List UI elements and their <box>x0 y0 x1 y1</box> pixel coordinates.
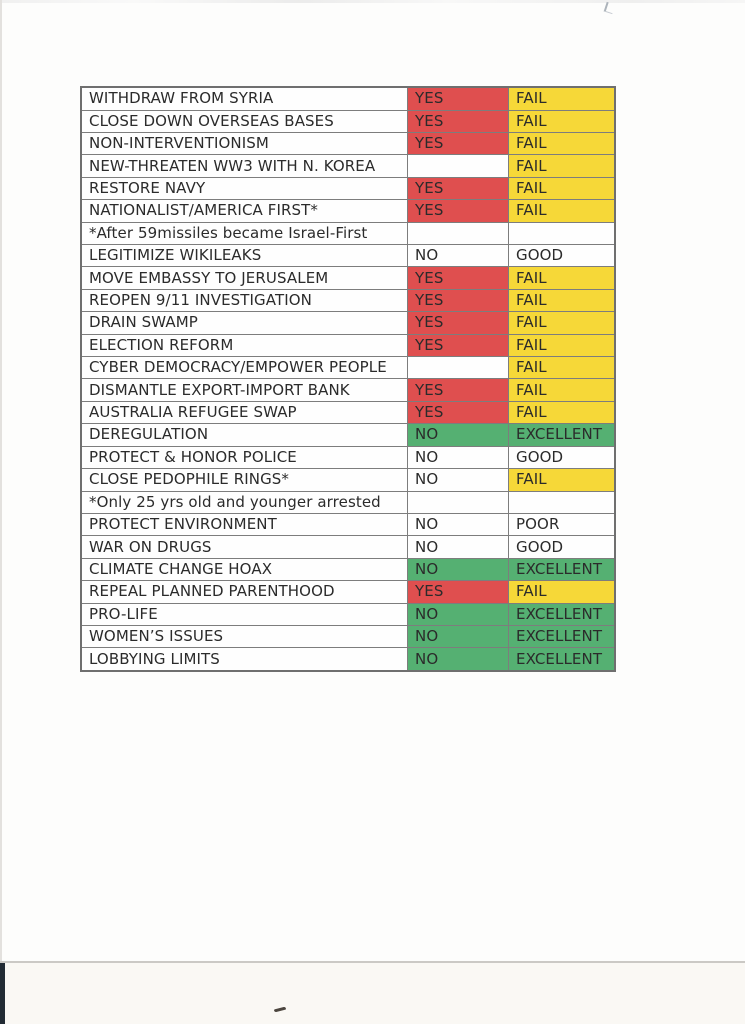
scanner-bed-strip <box>0 963 745 1024</box>
rating-cell <box>509 491 616 513</box>
answer-cell: YES <box>408 200 509 222</box>
answer-cell: YES <box>408 401 509 423</box>
table-row <box>81 648 615 671</box>
table-row <box>81 357 615 379</box>
rating-cell: FAIL <box>509 379 616 401</box>
answer-cell: YES <box>408 334 509 356</box>
rating-cell: FAIL <box>509 133 616 155</box>
answer-cell: YES <box>408 177 509 199</box>
table-row <box>81 334 615 356</box>
rating-cell: POOR <box>509 513 616 535</box>
table-row <box>81 222 615 244</box>
rating-cell: EXCELLENT <box>509 625 616 647</box>
table-row <box>81 603 615 625</box>
issue-cell: REPEAL PLANNED PARENTHOOD <box>81 581 408 603</box>
issue-cell: PRO-LIFE <box>81 603 408 625</box>
answer-cell: YES <box>408 379 509 401</box>
table-row <box>81 110 615 132</box>
table-row <box>81 200 615 222</box>
table-row <box>81 289 615 311</box>
answer-cell: YES <box>408 289 509 311</box>
answer-cell: YES <box>408 581 509 603</box>
rating-cell: EXCELLENT <box>509 648 616 671</box>
issue-cell: ELECTION REFORM <box>81 334 408 356</box>
issue-cell: PROTECT ENVIRONMENT <box>81 513 408 535</box>
pen-mark-top-right <box>604 2 616 14</box>
table-row <box>81 625 615 647</box>
promises-table-body <box>81 87 615 671</box>
answer-cell: NO <box>408 245 509 267</box>
answer-cell <box>408 222 509 244</box>
rating-cell: EXCELLENT <box>509 558 616 580</box>
table-row <box>81 133 615 155</box>
table-row <box>81 558 615 580</box>
rating-cell: GOOD <box>509 245 616 267</box>
answer-cell: YES <box>408 87 509 110</box>
table-row <box>81 177 615 199</box>
scanner-bed-shadow <box>0 963 5 1024</box>
issue-cell: CYBER DEMOCRACY/EMPOWER PEOPLE <box>81 357 408 379</box>
table-row <box>81 312 615 334</box>
table-row <box>81 536 615 558</box>
answer-cell: YES <box>408 312 509 334</box>
table-row <box>81 469 615 491</box>
rating-cell: EXCELLENT <box>509 424 616 446</box>
answer-cell <box>408 155 509 177</box>
answer-cell: NO <box>408 648 509 671</box>
table-row <box>81 581 615 603</box>
rating-cell <box>509 222 616 244</box>
answer-cell: NO <box>408 469 509 491</box>
issue-cell: DISMANTLE EXPORT-IMPORT BANK <box>81 379 408 401</box>
issue-cell: *Only 25 yrs old and younger arrested <box>81 491 408 513</box>
issue-cell: MOVE EMBASSY TO JERUSALEM <box>81 267 408 289</box>
issue-cell: CLOSE PEDOPHILE RINGS* <box>81 469 408 491</box>
table-row <box>81 491 615 513</box>
answer-cell: NO <box>408 424 509 446</box>
rating-cell: FAIL <box>509 357 616 379</box>
table-row <box>81 267 615 289</box>
issue-cell: CLOSE DOWN OVERSEAS BASES <box>81 110 408 132</box>
rating-cell: GOOD <box>509 446 616 468</box>
rating-cell: EXCELLENT <box>509 603 616 625</box>
issue-cell: REOPEN 9/11 INVESTIGATION <box>81 289 408 311</box>
answer-cell <box>408 357 509 379</box>
promises-scorecard-table <box>80 86 616 672</box>
issue-cell: LEGITIMIZE WIKILEAKS <box>81 245 408 267</box>
issue-cell: PROTECT & HONOR POLICE <box>81 446 408 468</box>
rating-cell: FAIL <box>509 200 616 222</box>
scan-streak-top <box>0 0 745 3</box>
rating-cell: FAIL <box>509 155 616 177</box>
issue-cell: RESTORE NAVY <box>81 177 408 199</box>
rating-cell: FAIL <box>509 581 616 603</box>
rating-cell: FAIL <box>509 267 616 289</box>
issue-cell: LOBBYING LIMITS <box>81 648 408 671</box>
answer-cell: YES <box>408 267 509 289</box>
issue-cell: NEW-THREATEN WW3 WITH N. KOREA <box>81 155 408 177</box>
answer-cell: YES <box>408 133 509 155</box>
rating-cell: FAIL <box>509 469 616 491</box>
answer-cell: NO <box>408 513 509 535</box>
table-row <box>81 446 615 468</box>
table-row <box>81 513 615 535</box>
answer-cell: NO <box>408 446 509 468</box>
issue-cell: NON-INTERVENTIONISM <box>81 133 408 155</box>
answer-cell: NO <box>408 536 509 558</box>
table-row <box>81 424 615 446</box>
issue-cell: WITHDRAW FROM SYRIA <box>81 87 408 110</box>
issue-cell: DRAIN SWAMP <box>81 312 408 334</box>
issue-cell: DEREGULATION <box>81 424 408 446</box>
table-row <box>81 245 615 267</box>
rating-cell: FAIL <box>509 312 616 334</box>
table-row <box>81 87 615 110</box>
answer-cell: YES <box>408 110 509 132</box>
rating-cell: FAIL <box>509 401 616 423</box>
answer-cell: NO <box>408 625 509 647</box>
issue-cell: *After 59missiles became Israel-First <box>81 222 408 244</box>
answer-cell: NO <box>408 603 509 625</box>
issue-cell: CLIMATE CHANGE HOAX <box>81 558 408 580</box>
rating-cell: GOOD <box>509 536 616 558</box>
rating-cell: FAIL <box>509 334 616 356</box>
issue-cell: WAR ON DRUGS <box>81 536 408 558</box>
table-row <box>81 401 615 423</box>
table-row <box>81 379 615 401</box>
rating-cell: FAIL <box>509 87 616 110</box>
paper-left-edge <box>0 0 2 962</box>
rating-cell: FAIL <box>509 289 616 311</box>
rating-cell: FAIL <box>509 177 616 199</box>
table-row <box>81 155 615 177</box>
rating-cell: FAIL <box>509 110 616 132</box>
answer-cell: NO <box>408 558 509 580</box>
issue-cell: AUSTRALIA REFUGEE SWAP <box>81 401 408 423</box>
answer-cell <box>408 491 509 513</box>
issue-cell: WOMEN’S ISSUES <box>81 625 408 647</box>
issue-cell: NATIONALIST/AMERICA FIRST* <box>81 200 408 222</box>
